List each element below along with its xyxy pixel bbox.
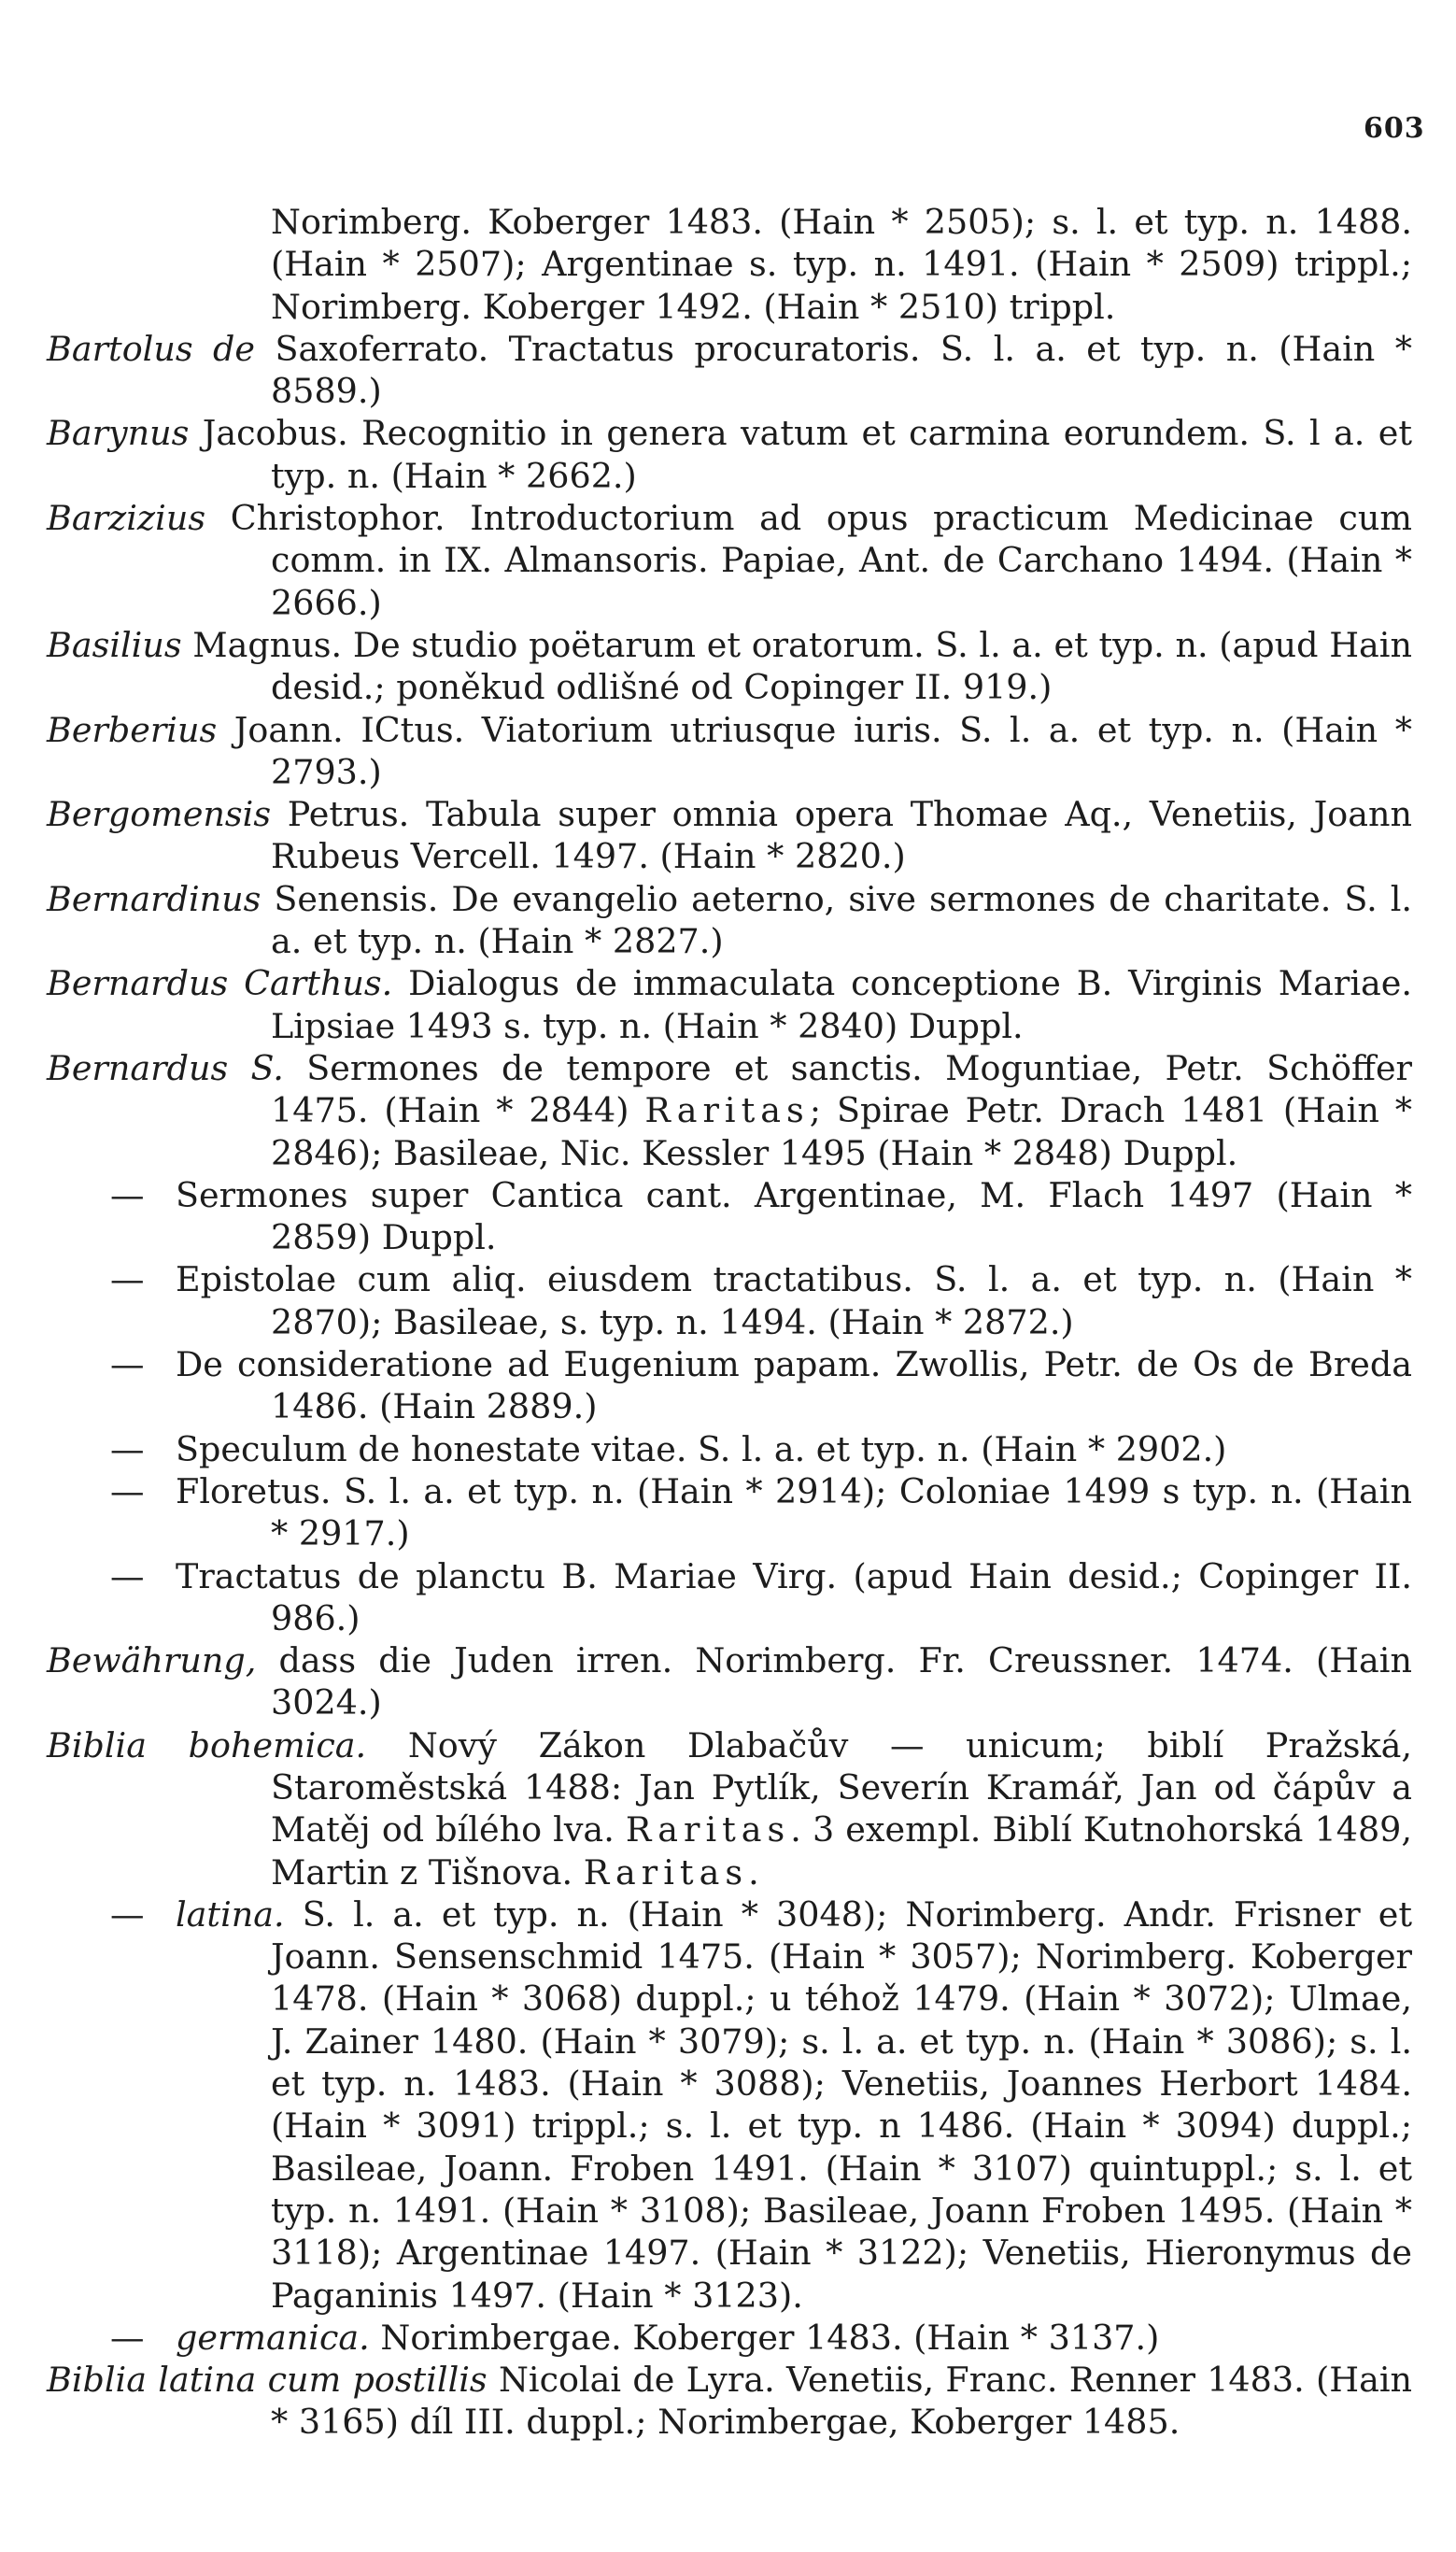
entry-text: Dialogus de immaculata conceptione B. Virginis Mariae. Lipsiae 1493 s. typ. n. (Hain * 2840) Duppl.	[271, 963, 1412, 1046]
entry-text: Nicolai de Lyra. Venetiis, Franc. Renner 1483. (Hain * 3165) díl III. duppl.; Norimbergae, Koberger 1485.	[271, 2360, 1413, 2443]
page-number: 603	[1364, 112, 1425, 145]
bibliography-entry	[47, 201, 1412, 328]
entry-text: S. l. a. et typ. n. (Hain * 3048); Norimberg. Andr. Frisner et Joann. Sensenschmid 1475. (Hain * 3057); Norimberg. Koberger 1478. (Hain * 3068) duppl.; u téhož 1479. (Hain * 3072); Ulmae, J. Zainer 1480. (Hain * 3079); s. l. a. et typ. n. (Hain * 3086); s. l. et typ. n. 1483. (Hain * 3088); Venetiis, Joannes Herbort 1484. (Hain * 3091) trippl.; s. l. et typ. n 1486. (Hain * 3094) duppl.; Basileae, Joann. Froben 1491. (Hain * 3107) quintuppl.; s. l. et typ. n. 1491. (Hain * 3108); Basileae, Joann Froben 1495. (Hain * 3118); Argentinae 1497. (Hain * 3122); Venetiis, Hieronymus de Paganinis 1497. (Hain * 3123).	[271, 1893, 1412, 2316]
entry-text-continued: .	[748, 1851, 759, 1893]
entry-dash: —	[110, 1259, 145, 1300]
entry-heading: Bergomensis	[47, 794, 272, 835]
entry-dash: —	[110, 1428, 145, 1469]
entry-text: Sermones super Cantica cant. Argentinae, M. Flach 1497 (Hain * 2859) Duppl.	[176, 1174, 1412, 1258]
bibliography-entry	[47, 709, 1412, 794]
bibliography-entry	[47, 624, 1412, 709]
rarity-mark: Raritas	[625, 1809, 791, 1850]
entry-dash: —	[110, 1344, 145, 1385]
entry-text: dass die Juden irren. Norimberg. Fr. Creussner. 1474. (Hain 3024.)	[271, 1640, 1412, 1723]
entry-text-continued: . 3 exempl. Biblí Kutnohorská 1489, Martin z Tišnova.	[271, 1809, 1412, 1893]
entry-heading: Berberius	[47, 709, 218, 750]
entry-text: Sermones de tempore et sanctis. Moguntiae, Petr. Schöffer 1475. (Hain * 2844)	[271, 1047, 1412, 1131]
bibliography-entry	[47, 878, 1412, 963]
entry-text: Saxoferrato. Tractatus procuratoris. S. l. a. et typ. n. (Hain * 8589.)	[271, 328, 1413, 412]
bibliography-entry	[47, 497, 1412, 624]
bibliography-entry	[47, 1724, 1412, 1893]
entry-heading: Bernardus Carthus.	[47, 963, 393, 1004]
entry-dash: —	[110, 1174, 145, 1215]
bibliography-entry	[47, 412, 1412, 497]
entry-dash: —	[110, 1555, 145, 1596]
sub-entry	[47, 1428, 1412, 1470]
sub-entry	[47, 1555, 1412, 1640]
sub-entry	[47, 1174, 1412, 1259]
bibliography-entry	[47, 2359, 1412, 2444]
bibliography-entry	[47, 962, 1412, 1047]
entry-text: Joann. ICtus. Viatorium utriusque iuris. S. l. a. et typ. n. (Hain * 2793.)	[233, 709, 1412, 792]
entry-text: Epistolae cum aliq. eiusdem tractatibus. S. l. a. et typ. n. (Hain * 2870); Basileae, s. typ. n. 1494. (Hain * 2872.)	[176, 1259, 1412, 1342]
entry-heading: Basilius	[47, 624, 182, 665]
entry-heading: Biblia bohemica.	[47, 1724, 367, 1765]
entry-text: Norimberg. Koberger 1483. (Hain * 2505); s. l. et typ. n. 1488. (Hain * 2507); Argentinae s. typ. n. 1491. (Hain * 2509) trippl.; Norimberg. Koberger 1492. (Hain * 2510) trippl.	[271, 202, 1412, 327]
entry-text: Tractatus de planctu B. Mariae Virg. (apud Hain desid.; Copinger II. 986.)	[176, 1555, 1412, 1638]
bibliography-entry	[47, 1639, 1412, 1724]
entry-text: Jacobus. Recognitio in genera vatum et carmina eorundem. S. l a. et typ. n. (Hain * 2662.)	[202, 413, 1412, 496]
entry-text: Nový Zákon Dlabačův — unicum; biblí Pražská, Staroměstská 1488: Jan Pytlík, Severín Kramář, Jan od čápův a Matěj od bílého lva.	[271, 1724, 1412, 1850]
rarity-mark: Raritas	[583, 1851, 749, 1893]
entry-dash: —	[110, 1470, 145, 1511]
sub-entry	[47, 2317, 1412, 2359]
entry-heading: Biblia latina cum postillis	[47, 2360, 488, 2401]
sub-entry	[47, 1343, 1412, 1428]
entry-heading: Bernardus S.	[47, 1047, 284, 1088]
bibliography-entry	[47, 793, 1412, 878]
rarity-mark: Raritas	[644, 1090, 810, 1131]
entry-heading: Bernardinus	[47, 878, 262, 919]
entry-text: Petrus. Tabula super omnia opera Thomae Aq., Venetiis, Joann Rubeus Vercell. 1497. (Hain * 2820.)	[271, 794, 1412, 877]
entry-heading: germanica.	[176, 2317, 370, 2358]
entry-text: Norimbergae. Koberger 1483. (Hain * 3137.)	[380, 2317, 1160, 2358]
sub-entry	[47, 1258, 1412, 1343]
entry-text: Floretus. S. l. a. et typ. n. (Hain * 2914); Coloniae 1499 s typ. n. (Hain * 2917.)	[176, 1470, 1412, 1554]
entry-list	[47, 201, 1412, 2444]
entry-text: Senensis. De evangelio aeterno, sive sermones de charitate. S. l. a. et typ. n. (Hain * 2827.)	[271, 878, 1412, 962]
entry-dash: —	[110, 1893, 145, 1935]
entry-heading: Barzizius	[47, 498, 206, 539]
entry-dash: —	[110, 2317, 145, 2358]
sub-entry	[47, 1893, 1412, 2317]
entry-text: De consideratione ad Eugenium papam. Zwollis, Petr. de Os de Breda 1486. (Hain 2889.)	[176, 1344, 1412, 1427]
bibliography-entry	[47, 328, 1412, 413]
entry-heading: Bartolus de	[47, 328, 256, 369]
entry-heading: Bewährung,	[47, 1640, 257, 1681]
entry-text: Magnus. De studio poëtarum et oratorum. S. l. a. et typ. n. (apud Hain desid.; poněkud odlišné od Copinger II. 919.)	[192, 624, 1412, 708]
entry-text: Speculum de honestate vitae. S. l. a. et typ. n. (Hain * 2902.)	[176, 1428, 1227, 1469]
entry-text: Christophor. Introductorium ad opus practicum Medicinae cum comm. in IX. Almansoris. Papiae, Ant. de Carchano 1494. (Hain * 2666.)	[230, 498, 1412, 623]
entry-text-continued: ; Spirae Petr. Drach 1481 (Hain * 2846); Basileae, Nic. Kessler 1495 (Hain * 2848) Duppl.	[271, 1090, 1412, 1173]
entry-heading: latina.	[176, 1893, 285, 1935]
entry-heading: Barynus	[47, 413, 190, 454]
bibliography-entry	[47, 1047, 1412, 1174]
sub-entry	[47, 1470, 1412, 1555]
